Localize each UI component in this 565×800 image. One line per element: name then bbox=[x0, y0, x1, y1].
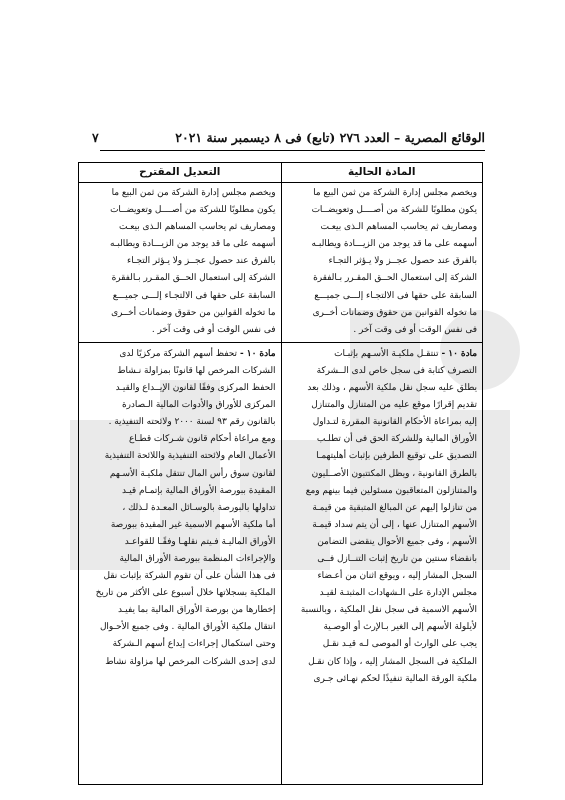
text-line: ومصاريف ثم يحاسب المساهم الـذى بيعـت bbox=[320, 222, 477, 233]
text-line: بالفرق عند حصول عجــز ولا يـؤثر التجـاء bbox=[127, 256, 276, 267]
column-heading-proposed: التعديل المقترح bbox=[79, 163, 281, 183]
text-line: أما ملكية الأسهم الاسمية غير المقيدة ببورصة bbox=[110, 519, 276, 530]
paragraph-1 bbox=[84, 185, 276, 339]
text-line: فى نفس الوقت أو فى وقت آخر . bbox=[151, 324, 276, 335]
text-line: الملكية بسجلاتها خلال أسبوع على الأكثر من تاريخ bbox=[95, 588, 276, 599]
text-line: التصرف كتابة فى سجل خاص لدى الــشركة bbox=[316, 365, 477, 376]
text-line: الأوراق المالية وللشركة الحق فى أن تطلـب bbox=[316, 434, 477, 445]
text-line: فى هذا الشأن على أن تقوم الشركة بإثبات نقل bbox=[103, 571, 276, 582]
text-line: يكون مطلوبًا للشركة من أصــــل وتعويضــات bbox=[311, 205, 477, 216]
text-line: تقديم إقرارًا موقع عليه من المتنازل والمتنازل bbox=[311, 400, 477, 411]
text-line: بانقضاء سنتين من تاريخ إثبات التنــازل فــى bbox=[317, 553, 477, 564]
paragraph-1 bbox=[287, 185, 478, 339]
text-line: إليه بمراعاة الأحكام القانونية المقررة لتـداول bbox=[312, 417, 477, 428]
text-line: مادة ١٠ - تحفظ أسهم الشركة مركزيًا لدى bbox=[119, 348, 276, 359]
text-line: والمتنازلون المتعاقبون مسئولين فيما بينهم ومع bbox=[305, 485, 477, 496]
text-line: فى نفس الوقت أو فى وقت آخر . bbox=[353, 324, 477, 335]
paragraph-2 bbox=[84, 346, 276, 671]
text-line: من تنازلوا إليهم عن المبالغ المتبقية من قيمـة bbox=[312, 502, 477, 513]
text-line: أسهمه على ما قد يوجد من الزيـــادة ويطالبـه bbox=[311, 239, 477, 250]
text-line: بالقانون رقم ٩٣ لسنة ٢٠٠٠ ولائحته التنفيذية . bbox=[108, 417, 276, 428]
text-line: الملكية فى السجل المشار إليه ، وإذا كان نقـل bbox=[308, 656, 477, 667]
text-line: وحتى استكمال إجراءات إيداع أسهم الـشركة bbox=[112, 639, 276, 650]
page-number: ٧ bbox=[92, 130, 99, 145]
text-line: المركزى للأوراق والأدوات المالية الـصادرة bbox=[121, 400, 276, 411]
article-number: مادة ١٠ - bbox=[438, 348, 477, 359]
text-line: الأسهم المتنازل عنها ، إلى أن يتم سداد قيمـة bbox=[312, 519, 477, 530]
text-line: انتقال ملكية الأوراق المالية . وفى جميع الأحـوال bbox=[99, 622, 276, 633]
text-line: إخطارها من بورصة الأوراق المالية بما يفيـد bbox=[118, 605, 276, 616]
text-line: يجب على الوارث أو الموصى لـه قيـد نقـل bbox=[322, 639, 477, 650]
text-line: السابقة على حقها فى الالتجـاء إلـــى جميـــع bbox=[112, 290, 276, 301]
text-line: السابقة على حقها فى الالتجـاء إلـــى جميـــع bbox=[314, 290, 477, 301]
text-line: ويخصم مجلس إدارة الشركة من ثمن البيع ما bbox=[313, 188, 477, 198]
text-line: بالطرق القانونية ، ويظل المكتتبون الأصــليون bbox=[311, 468, 477, 479]
divider bbox=[79, 342, 281, 343]
page-header bbox=[92, 128, 485, 151]
text-line: ملكية الورقة المالية تنفيذًا لحكم نهـائى جـرى bbox=[313, 673, 477, 684]
text-line: لأيلولة الأسهم إلى الغير بـالإرث أو الوصـية bbox=[323, 622, 477, 633]
text-line: يطلق عليه سجل نقل ملكية الأسهم ، وذلك بعد bbox=[307, 383, 477, 394]
column-heading-current: المادة الحالية bbox=[282, 163, 483, 183]
text-line: الأسهم ، وفى جميع الأحوال ينقضى التضامن bbox=[317, 536, 477, 547]
text-line: والإجراءات المنظمة ببورصة الأوراق المالية bbox=[119, 553, 276, 564]
text-line: مجلس الإدارة على الـشهادات المثبتـة لقيـد bbox=[319, 588, 477, 599]
text-line: الحفظ المركزى وفقًا لقانون الإيــداع والقيـد bbox=[115, 383, 276, 394]
text-line: الأسهم الاسمية فى سجل نقل الملكية ، وبالنسبة bbox=[300, 605, 477, 616]
text-line: التصديق على توقيع الطرفين بإثبات أهليتهمـا bbox=[316, 451, 477, 462]
text-line: ما تخوله القوانين من حقوق وضمانات أخــرى bbox=[111, 307, 276, 318]
text-line: الشركة إلى استعمال الحــق المقـرر بـالفقرة bbox=[313, 273, 477, 284]
column-body-current bbox=[282, 183, 483, 688]
column-body-proposed bbox=[79, 183, 281, 671]
divider bbox=[282, 342, 483, 343]
text-line: يكون مطلوبًا للشركة من أصــــل وتعويضــات bbox=[110, 205, 276, 216]
text-line: ويخصم مجلس إدارة الشركة من ثمن البيع ما bbox=[111, 188, 276, 198]
text-line: ومصاريف ثم يحاسب المساهم الـذى بيعـت bbox=[118, 222, 276, 233]
text-line: الأوراق الماليـة فـيتم نقلهـا وفقًـا للقواعـد bbox=[124, 536, 276, 547]
text-line: الأعمال العام ولائحته التنفيذية واللائحة التنفيذية bbox=[104, 451, 276, 462]
comparison-table bbox=[78, 162, 483, 785]
column-proposed bbox=[79, 163, 281, 784]
text-line: لقانون سوق رأس المال تنتقل ملكيـة الأسـهم bbox=[109, 468, 276, 479]
column-current bbox=[281, 163, 483, 784]
text-line: ما تخوله القوانين من حقوق وضمانات أخــرى bbox=[312, 307, 477, 318]
text-line: أسهمه على ما قد يوجد من الزيـــادة ويطالبـه bbox=[110, 239, 276, 250]
text-line: بالفرق عند حصول عجــز ولا يـؤثر التجـاء bbox=[328, 256, 477, 267]
text-line: المقيدة ببورصة الأوراق المالية بإتمـام قيـد bbox=[121, 485, 276, 496]
text-line: لدى إحدى الشركات المرخص لها مزاولة نشاط bbox=[105, 656, 276, 667]
text-line: تداولها بالبورصة بالوسـائل المعـدة لـذلك ، bbox=[122, 502, 276, 513]
text-line: الشركات المرخص لها قانونًا بمزاولة نـشاط bbox=[117, 365, 276, 376]
text-line: ومع مراعاة أحكام قانون شـركات قطـاع bbox=[128, 434, 276, 445]
text-line: السجل المشار إليه ، ويوقع اثنان من أعـضاء bbox=[317, 571, 477, 582]
text-line: الشركة إلى استعمال الحــق المقـرر بـالفقرة bbox=[111, 273, 276, 284]
article-number: مادة ١٠ - bbox=[236, 348, 276, 359]
paragraph-2 bbox=[287, 346, 478, 688]
text-line: مادة ١٠ - تنتقـل ملكيـة الأسـهم بإثبـات bbox=[334, 348, 477, 359]
header-title: الوقائع المصرية – العدد ٢٧٦ (تابع) فى ٨ ديسمبر سنة ٢٠٢١ bbox=[175, 130, 485, 145]
